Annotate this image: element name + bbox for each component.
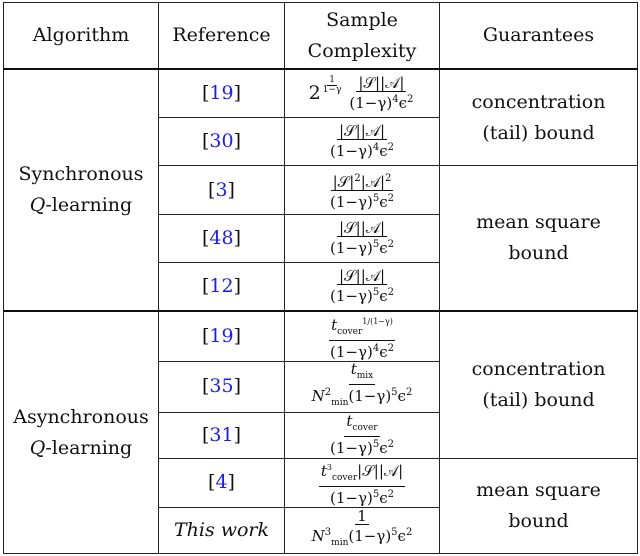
reference-cell-this-work: This work <box>159 507 285 553</box>
algorithm-variant: Q-learning <box>29 194 133 217</box>
citation-link[interactable]: 48 <box>209 227 234 250</box>
reference-cell: [4] <box>159 459 285 507</box>
table-row <box>4 69 638 117</box>
citation-link[interactable]: 30 <box>209 130 234 153</box>
reference-cell: [12] <box>159 263 285 311</box>
complexity-cell: $\frac{t_{mix}}{N^2_{min}(1-\gamma)^5\epsilon^2}$ <box>285 362 440 412</box>
reference-cell: [48] <box>159 214 285 262</box>
header-sample-complexity <box>285 3 440 70</box>
reference-cell: [19] <box>159 69 285 117</box>
complexity-cell: $\frac{1}{N^3_{min}(1-\gamma)^5\epsilon^2}$ <box>285 507 440 553</box>
reference-cell: [19] <box>159 311 285 361</box>
citation-link[interactable]: 12 <box>209 275 234 298</box>
algorithm-synchronous <box>4 69 159 311</box>
guarantee-concentration: concentration (tail) bound <box>440 311 638 458</box>
reference-cell: [3] <box>159 166 285 214</box>
algorithm-asynchronous <box>4 311 159 553</box>
reference-cell: [31] <box>159 412 285 458</box>
complexity-cell: $\frac{t_{cover}}{(1-\gamma)^5\epsilon^2}$ <box>285 412 440 458</box>
algorithm-name: Asynchronous <box>13 405 149 428</box>
citation-link[interactable]: 19 <box>209 325 234 348</box>
citation-link[interactable]: 19 <box>209 82 234 105</box>
guarantee-mean-square: mean square bound <box>440 459 638 554</box>
header-row <box>4 3 638 70</box>
reference-cell: [35] <box>159 362 285 412</box>
guarantee-concentration: concentration (tail) bound <box>440 69 638 166</box>
comparison-table <box>3 2 638 554</box>
citation-link[interactable]: 31 <box>209 423 234 446</box>
reference-cell: [30] <box>159 118 285 166</box>
complexity-cell: $\frac{t^3_{cover}|𝒮||𝒜|}{(1-\gamma)^5\epsilon^2}$ <box>285 459 440 507</box>
header-reference: Reference <box>159 3 285 70</box>
citation-link[interactable]: 3 <box>215 178 228 201</box>
complexity-cell: $\frac{|𝒮|^2|𝒜|^2}{(1-\gamma)^5\epsilon^2}$ <box>285 166 440 214</box>
complexity-cell: $\frac{\text{|𝒮||𝒜|}}{(1-\gamma)^5\epsilon^2}$ <box>285 263 440 311</box>
algorithm-variant: Q-learning <box>29 436 133 459</box>
algorithm-name: Synchronous <box>18 163 144 186</box>
guarantee-mean-square: mean square bound <box>440 166 638 311</box>
header-algorithm: Algorithm <box>4 3 159 70</box>
header-guarantees: Guarantees <box>440 3 638 70</box>
complexity-cell: $\frac{\text{|𝒮||𝒜|}}{(1-\gamma)^5\epsilon^2}$ <box>285 214 440 262</box>
table-row <box>4 311 638 361</box>
complexity-cell: 2 $\frac{1}{1-\gamma}$ $\frac{\text{|𝒮||𝒜|}}{(1-\gamma)^4\epsilon^2}$ <box>285 69 440 117</box>
citation-link[interactable]: 4 <box>215 471 228 494</box>
citation-link[interactable]: 35 <box>209 375 234 398</box>
complexity-cell: $\frac{t_{cover}^{1/(1-\gamma)}}{(1-\gamma)^4\epsilon^2}$ <box>285 311 440 361</box>
header-sample-complexity-line2: Complexity <box>307 39 417 62</box>
header-sample-complexity-line1: Sample <box>326 8 398 31</box>
complexity-cell: $\frac{\text{|𝒮||𝒜|}}{(1-\gamma)^4\epsilon^2}$ <box>285 118 440 166</box>
